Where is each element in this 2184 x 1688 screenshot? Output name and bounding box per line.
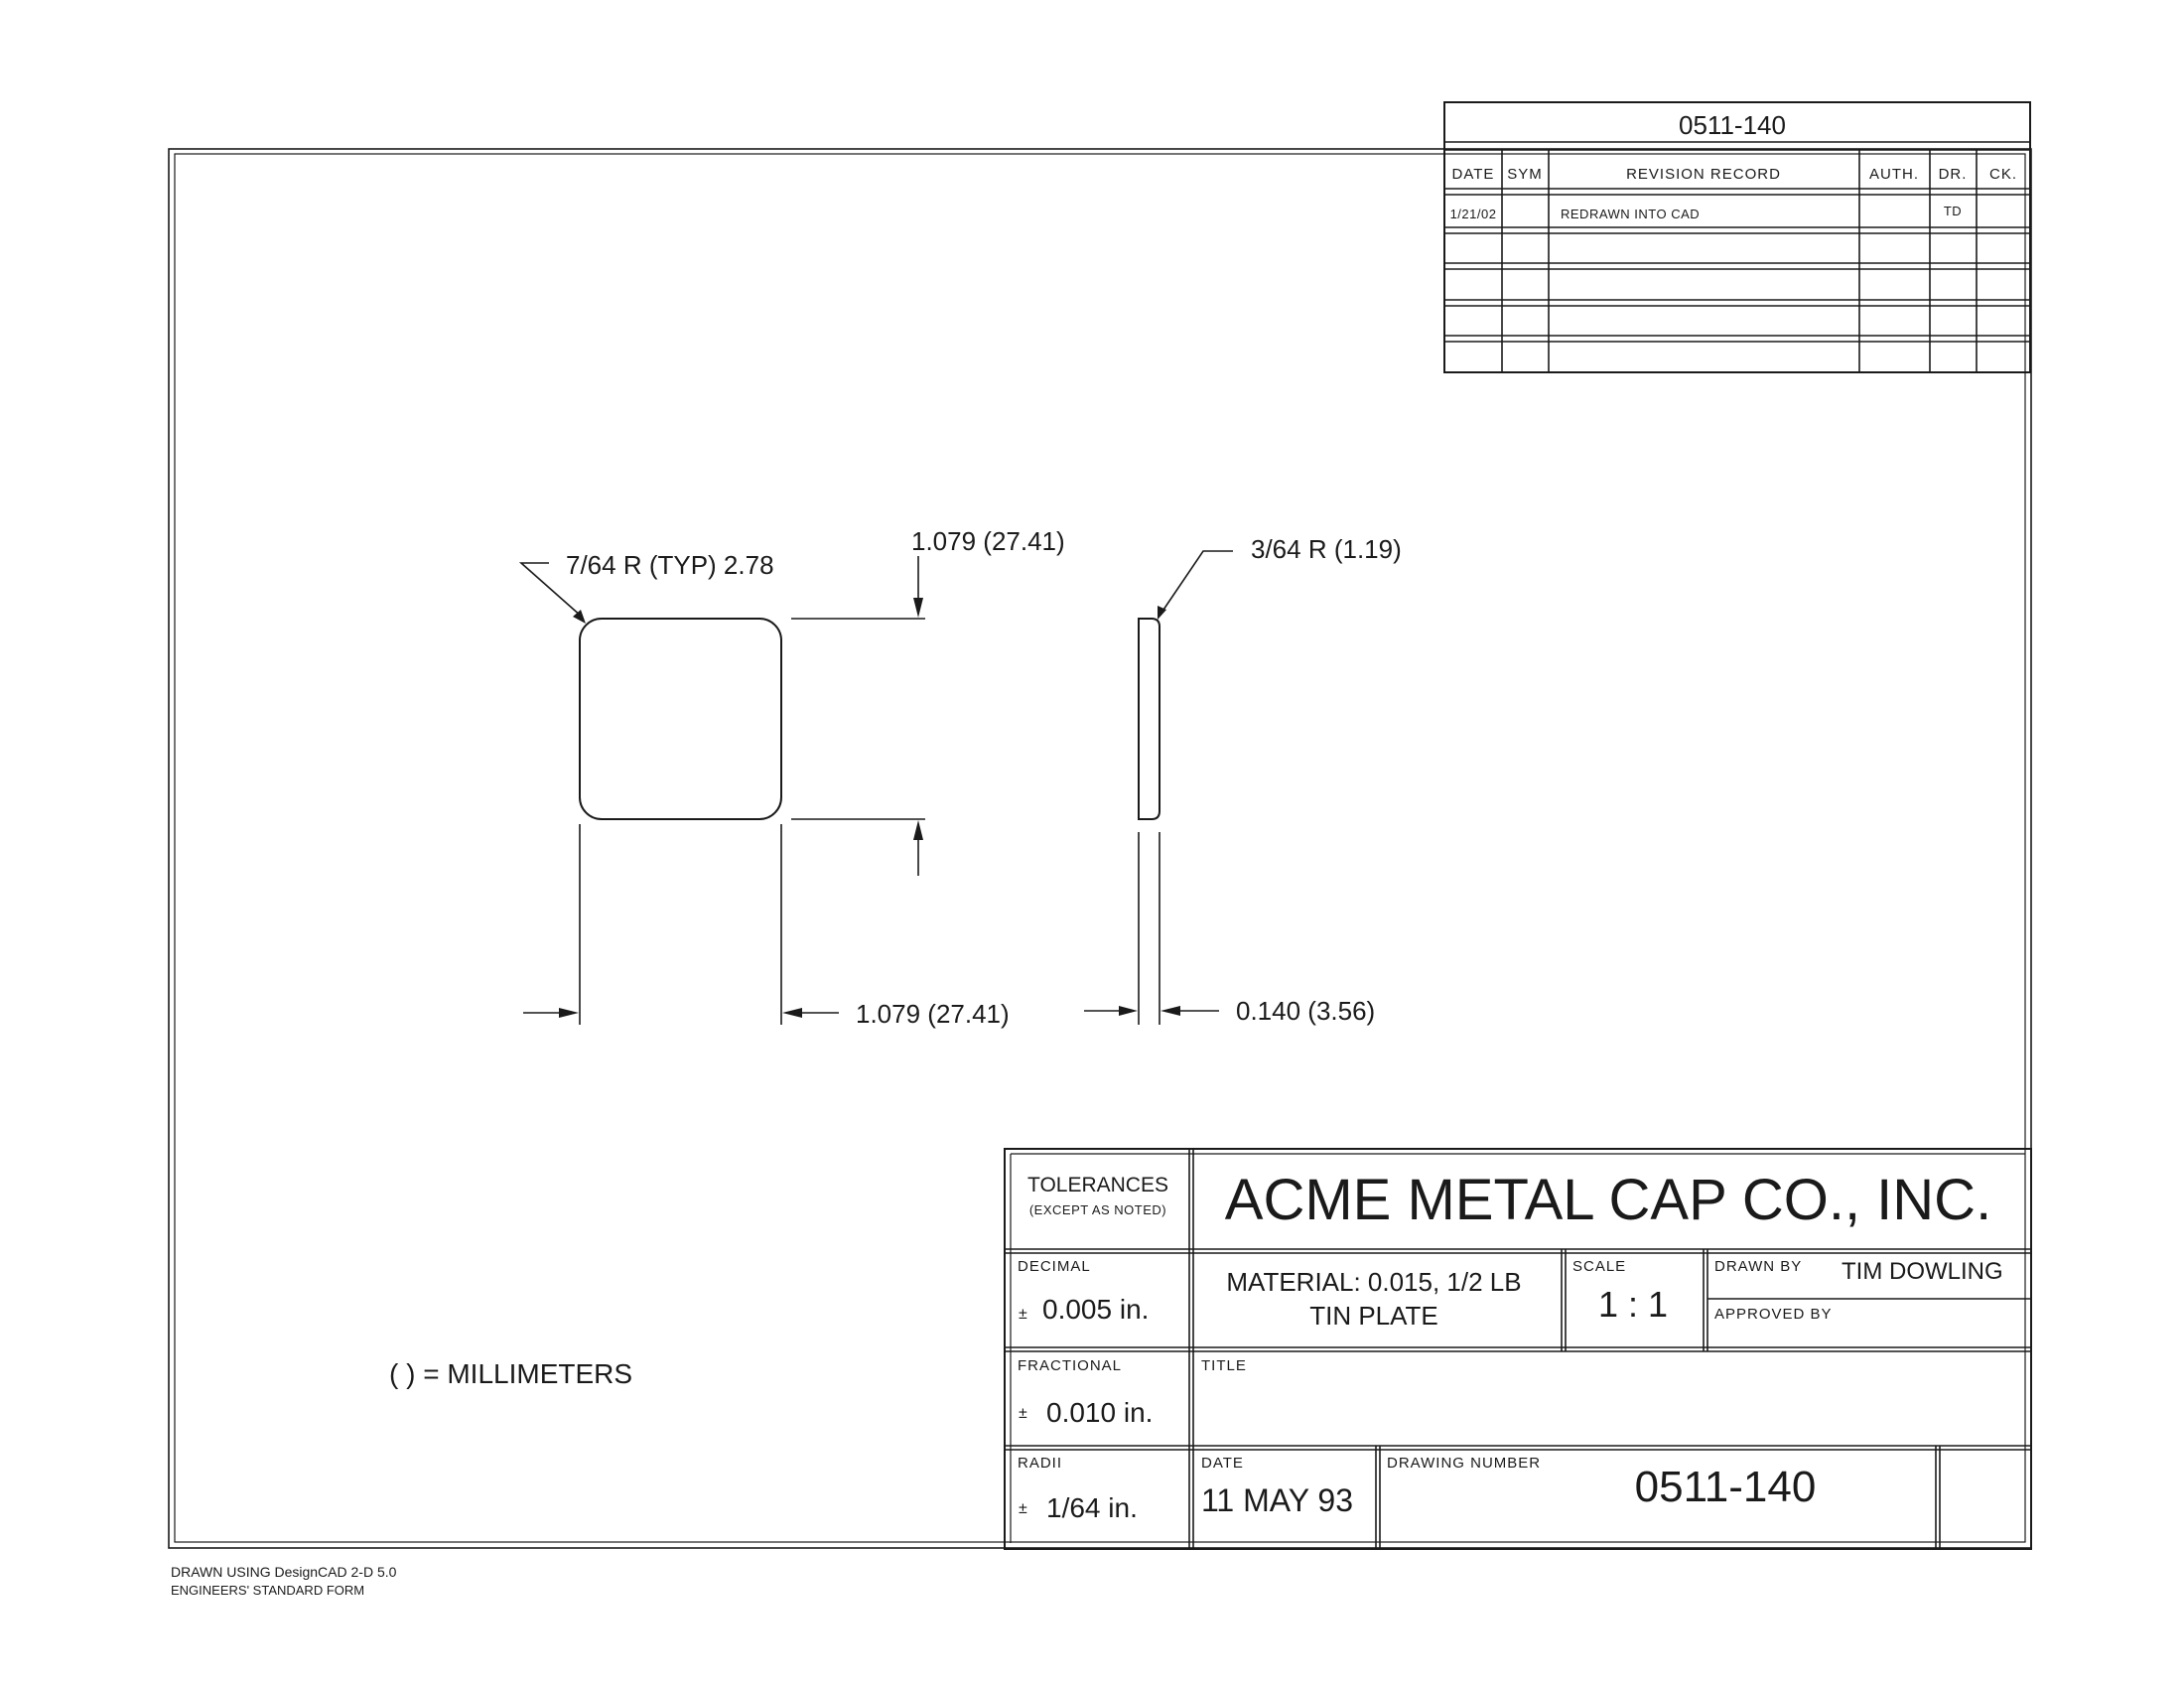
thickness-arrow-right: [1160, 1006, 1180, 1016]
drawing-number-value: 0511-140: [1634, 1463, 1817, 1511]
tolerances-label: TOLERANCES: [1027, 1174, 1168, 1196]
part-outline-front: [580, 619, 781, 819]
edge-radius-leader: [1161, 551, 1233, 613]
fractional-label: FRACTIONAL: [1018, 1357, 1123, 1374]
material-line-2: TIN PLATE: [1309, 1301, 1438, 1331]
radii-label: RADII: [1018, 1455, 1063, 1472]
front-view: [521, 526, 1065, 1029]
radii-value: 1/64 in.: [1046, 1492, 1138, 1523]
width-dimension-label: 1.079 (27.41): [856, 999, 1010, 1029]
units-note: ( ) = MILLIMETERS: [389, 1358, 633, 1389]
title-label: TITLE: [1201, 1357, 1247, 1374]
rev-row-date: 1/21/02: [1449, 207, 1497, 221]
corner-radius-label: 7/64 R (TYP) 2.78: [566, 550, 774, 580]
date-value: 11 MAY 93: [1201, 1482, 1353, 1518]
edge-radius-label: 3/64 R (1.19): [1251, 534, 1402, 564]
rev-row-record: REDRAWN INTO CAD: [1561, 207, 1701, 221]
height-arrow-bottom: [913, 820, 923, 840]
rev-header-record: REVISION RECORD: [1626, 166, 1781, 183]
company-name: ACME METAL CAP CO., INC.: [1224, 1168, 1992, 1232]
material-line-1: MATERIAL: 0.015, 1/2 LB: [1226, 1267, 1522, 1297]
fractional-value: 0.010 in.: [1046, 1397, 1154, 1428]
date-label: DATE: [1201, 1455, 1244, 1472]
fractional-plus-minus: ±: [1019, 1405, 1027, 1422]
revision-block: [1444, 102, 2030, 372]
footer-line-2: ENGINEERS' STANDARD FORM: [171, 1583, 365, 1598]
decimal-label: DECIMAL: [1018, 1258, 1091, 1275]
rev-header-auth: AUTH.: [1869, 166, 1919, 183]
rev-row-dr: TD: [1943, 204, 1963, 218]
height-arrow-top: [913, 598, 923, 618]
rev-header-dr: DR.: [1938, 166, 1968, 183]
thickness-dimension-label: 0.140 (3.56): [1236, 996, 1376, 1026]
drawn-by-label: DRAWN BY: [1714, 1258, 1803, 1275]
radii-plus-minus: ±: [1019, 1500, 1027, 1517]
thickness-arrow-left: [1119, 1006, 1138, 1016]
decimal-value: 0.005 in.: [1042, 1294, 1150, 1325]
drawn-by-value: TIM DOWLING: [1842, 1258, 2003, 1285]
rev-header-ck: CK.: [1988, 166, 2018, 183]
rev-header-sym: SYM: [1507, 166, 1543, 183]
width-arrow-left: [559, 1008, 579, 1018]
sheet-border: [169, 149, 2031, 1548]
approved-by-label: APPROVED BY: [1714, 1306, 1833, 1323]
side-view: [1084, 534, 1402, 1026]
height-dimension-label: 1.079 (27.41): [911, 526, 1065, 556]
tolerances-note: (EXCEPT AS NOTED): [1028, 1202, 1167, 1217]
scale-label: SCALE: [1572, 1258, 1627, 1275]
title-block: [1005, 1149, 2031, 1549]
width-arrow-right: [782, 1008, 802, 1018]
rev-header-date: DATE: [1451, 166, 1495, 183]
part-outline-side: [1139, 619, 1160, 819]
decimal-plus-minus: ±: [1019, 1306, 1027, 1323]
drawing-number-label: DRAWING NUMBER: [1387, 1455, 1542, 1472]
footer-line-1: DRAWN USING DesignCAD 2-D 5.0: [171, 1564, 397, 1580]
revision-block-number: 0511-140: [1679, 110, 1786, 140]
scale-value: 1 : 1: [1597, 1284, 1669, 1325]
